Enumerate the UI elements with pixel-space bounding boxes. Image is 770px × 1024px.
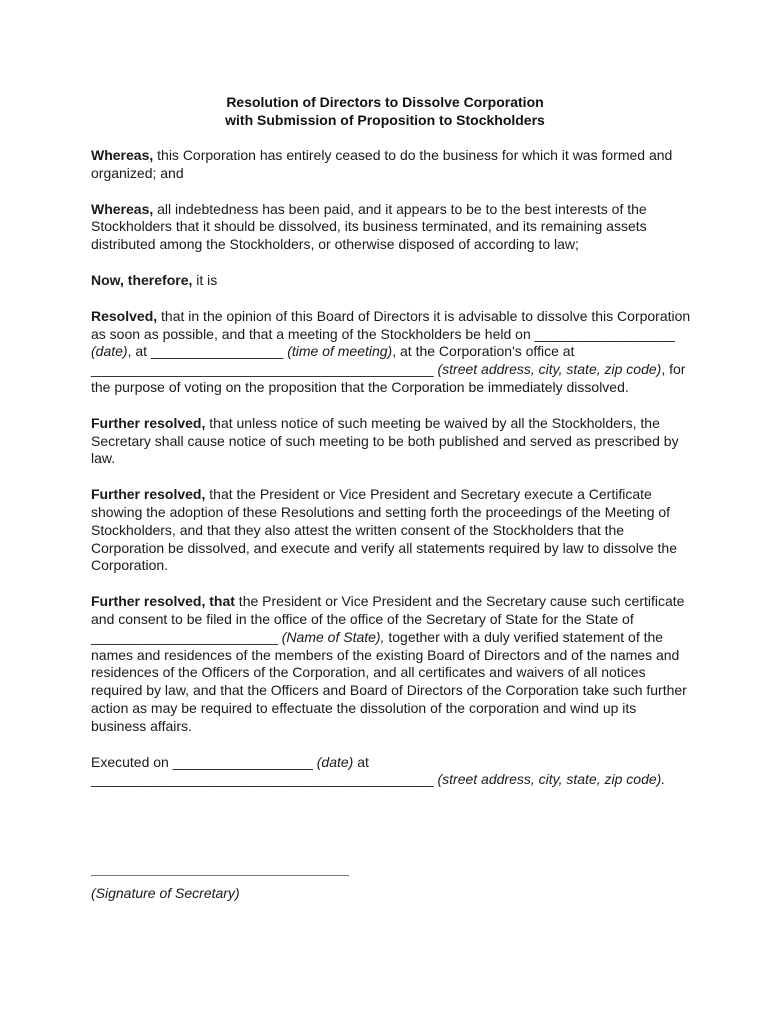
signature-block [91,859,391,902]
title-line-2: with Submission of Proposition to Stockholders [225,111,545,128]
title-line-1: Resolution of Directors to Dissolve Corporation [226,94,544,110]
lead-text: Further resolved, that [91,593,235,610]
paragraph-text: , at the Corporation's office at ____________________________________________ [91,343,575,378]
address-hint: (street address, city, state, zip code). [437,771,666,788]
document-body [91,147,691,807]
paragraph-text: all indebtedness has been paid, and it appears to be to the best interests of the Stockholders that it should be dissolved, its business terminated, and its remaining assets distributed among the Stockholders, or otherwise disposed of according to law; [91,200,647,253]
paragraph-text: that in the opinion of this Board of Directors it is advisable to dissolve this Corporation as soon as possible, and that a meeting of the Stockholders be held on __________________ [91,307,691,342]
date-hint: (date) [91,343,128,360]
resolved-paragraph [91,308,691,397]
paragraph-text: the President or Vice President and the Secretary cause such certificate and consent to be filed in the office of the office of the Secretary of State for the State of ________________________ [91,593,685,645]
further-resolved-paragraph-1 [91,415,691,468]
further-resolved-paragraph-3 [91,593,691,735]
lead-text: Further resolved, [91,414,206,431]
executed-paragraph [91,754,691,790]
paragraph-text: Executed on __________________ [91,753,317,770]
whereas-paragraph-2 [91,201,691,254]
signature-label: (Signature of Secretary) [91,885,240,901]
lead-text: Further resolved, [91,486,206,503]
paragraph-text: that the President or Vice President and Secretary execute a Certificate showing the adoption of these Resolutions and setting forth the proceedings of the Meeting of Stockholders, and that they also attest the written consent of the Stockholders that the Corporation be dissolved, and execute and verify all statements required by law to dissolve the Corporation. [91,486,677,574]
lead-text: Whereas, [91,200,154,217]
date-hint: (date) [316,753,354,770]
paragraph-text: this Corporation has entirely ceased to do the business for which it was formed and organized; and [91,147,673,181]
state-hint: (Name of State), [281,628,385,645]
further-resolved-paragraph-2 [91,486,691,575]
paragraph-text: together with a duly verified statement of the names and residences of the members of the existing Board of Directors and of the names and residences of the Officers of the Corporation, and all certificates and waivers of all notices required by law, and that the Officers and Board of Directors of the Corporation take such further action as may be required to effectuate the dissolution of the corporation and wind up its business affairs. [91,628,687,734]
lead-text: Now, therefore, [91,271,193,288]
paragraph-text: , at _________________ [127,343,288,360]
lead-text: Whereas, [91,147,154,163]
paragraph-text: that unless notice of such meeting be waived by all the Stockholders, the Secretary shall cause notice of such meeting to be both published and served as prescribed by law. [91,414,679,467]
address-hint: (street address, city, state, zip code) [437,361,662,378]
now-therefore-paragraph [91,272,691,290]
signature-line [91,875,349,876]
lead-text: Resolved, [91,307,158,324]
whereas-paragraph-1 [91,147,691,183]
time-hint: (time of meeting) [287,343,393,360]
paragraph-text: , for the purpose of voting on the proposition that the Corporation be immediately dissolved. [91,361,686,395]
paragraph-text: it is [192,271,218,288]
paragraph-text: at ____________________________________________ [91,753,438,788]
document-title [0,94,770,129]
